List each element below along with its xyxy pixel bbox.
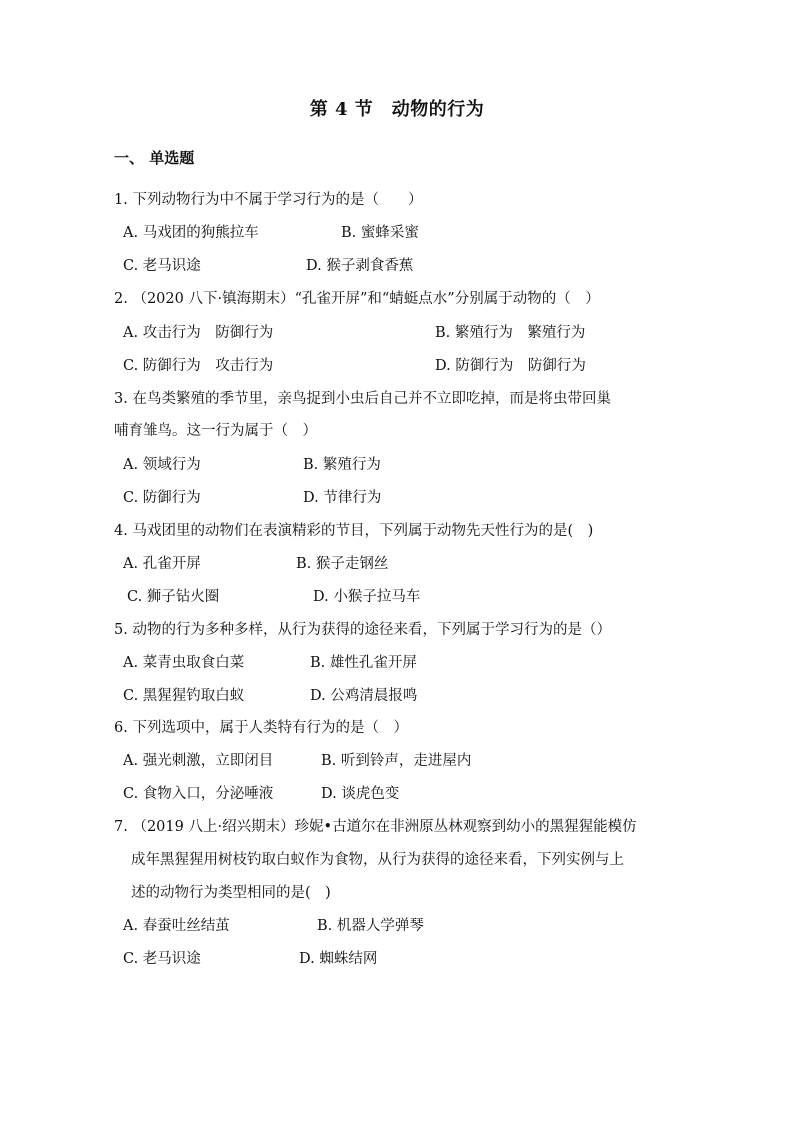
option-c: C. 狮子钻火圈 <box>127 589 220 605</box>
option-b: B. 猴子走钢丝 <box>296 556 389 572</box>
option-d: D. 猴子剥食香蕉 <box>306 258 414 274</box>
option-a: A. 菜青虫取食白菜 <box>123 655 245 671</box>
option-d: D. 小猴子拉马车 <box>313 589 421 605</box>
question-stem: 7. （2019 八上·绍兴期末）珍妮•古道尔在非洲原丛林观察到幼小的黑猩猩能模仿 <box>114 819 637 835</box>
option-b: B. 听到铃声，走进屋内 <box>321 753 472 769</box>
option-a: A. 领域行为 <box>123 457 201 473</box>
question-stem: 6. 下列选项中，属于人类特有行为的是（ ） <box>114 720 408 736</box>
option-b: B. 雄性孔雀开屏 <box>310 655 417 671</box>
option-d: D. 公鸡清晨报鸣 <box>310 688 418 704</box>
option-d: D. 节律行为 <box>303 490 382 506</box>
question-stem: 4. 马戏团里的动物们在表演精彩的节目，下列属于动物先天性行为的是( ) <box>114 523 594 539</box>
option-c: C. 食物入口，分泌唾液 <box>123 786 274 802</box>
section-heading: 一、 单选题 <box>114 149 195 167</box>
option-d: D. 蜘蛛结网 <box>299 951 378 967</box>
option-b: B. 繁殖行为 <box>303 457 381 473</box>
option-c: C. 老马识途 <box>123 258 201 274</box>
question-stem: 3. 在鸟类繁殖的季节里，亲鸟捉到小虫后自己并不立即吃掉，而是将虫带回巢 <box>114 391 611 407</box>
option-a: A. 春蚕吐丝结茧 <box>123 918 230 934</box>
page-title: 第 4 节 动物的行为 <box>309 99 485 120</box>
question-stem-continued: 哺育雏鸟。这一行为属于（ ） <box>114 423 317 439</box>
question-stem: 1. 下列动物行为中不属于学习行为的是（ ） <box>114 192 423 208</box>
option-a: A. 马戏团的狗熊拉车 <box>123 225 259 241</box>
option-a: A. 强光刺激，立即闭目 <box>123 753 274 769</box>
option-c: C. 老马识途 <box>123 951 201 967</box>
option-a: A. 攻击行为 防御行为 <box>123 325 274 341</box>
question-stem-continued: 述的动物行为类型相同的是( ) <box>131 885 331 901</box>
option-c: C. 黑猩猩钓取白蚁 <box>123 688 245 704</box>
option-c: C. 防御行为 攻击行为 <box>123 358 274 374</box>
option-d: D. 谈虎色变 <box>321 786 400 802</box>
option-b: B. 机器人学弹琴 <box>317 918 424 934</box>
question-stem: 5. 动物的行为多种多样，从行为获得的途径来看，下列属于学习行为的是（） <box>114 622 611 638</box>
option-a: A. 孔雀开屏 <box>123 556 201 572</box>
question-stem-continued: 成年黑猩猩用树枝钓取白蚁作为食物，从行为获得的途径来看，下列实例与上 <box>131 852 624 868</box>
option-c: C. 防御行为 <box>123 490 201 506</box>
option-b: B. 繁殖行为 繁殖行为 <box>435 325 586 341</box>
question-stem: 2. （2020 八下·镇海期末）“孔雀开屏”和“蜻蜓点水”分别属于动物的（ ） <box>114 291 600 307</box>
option-b: B. 蜜蜂采蜜 <box>341 225 419 241</box>
option-d: D. 防御行为 防御行为 <box>435 358 586 374</box>
